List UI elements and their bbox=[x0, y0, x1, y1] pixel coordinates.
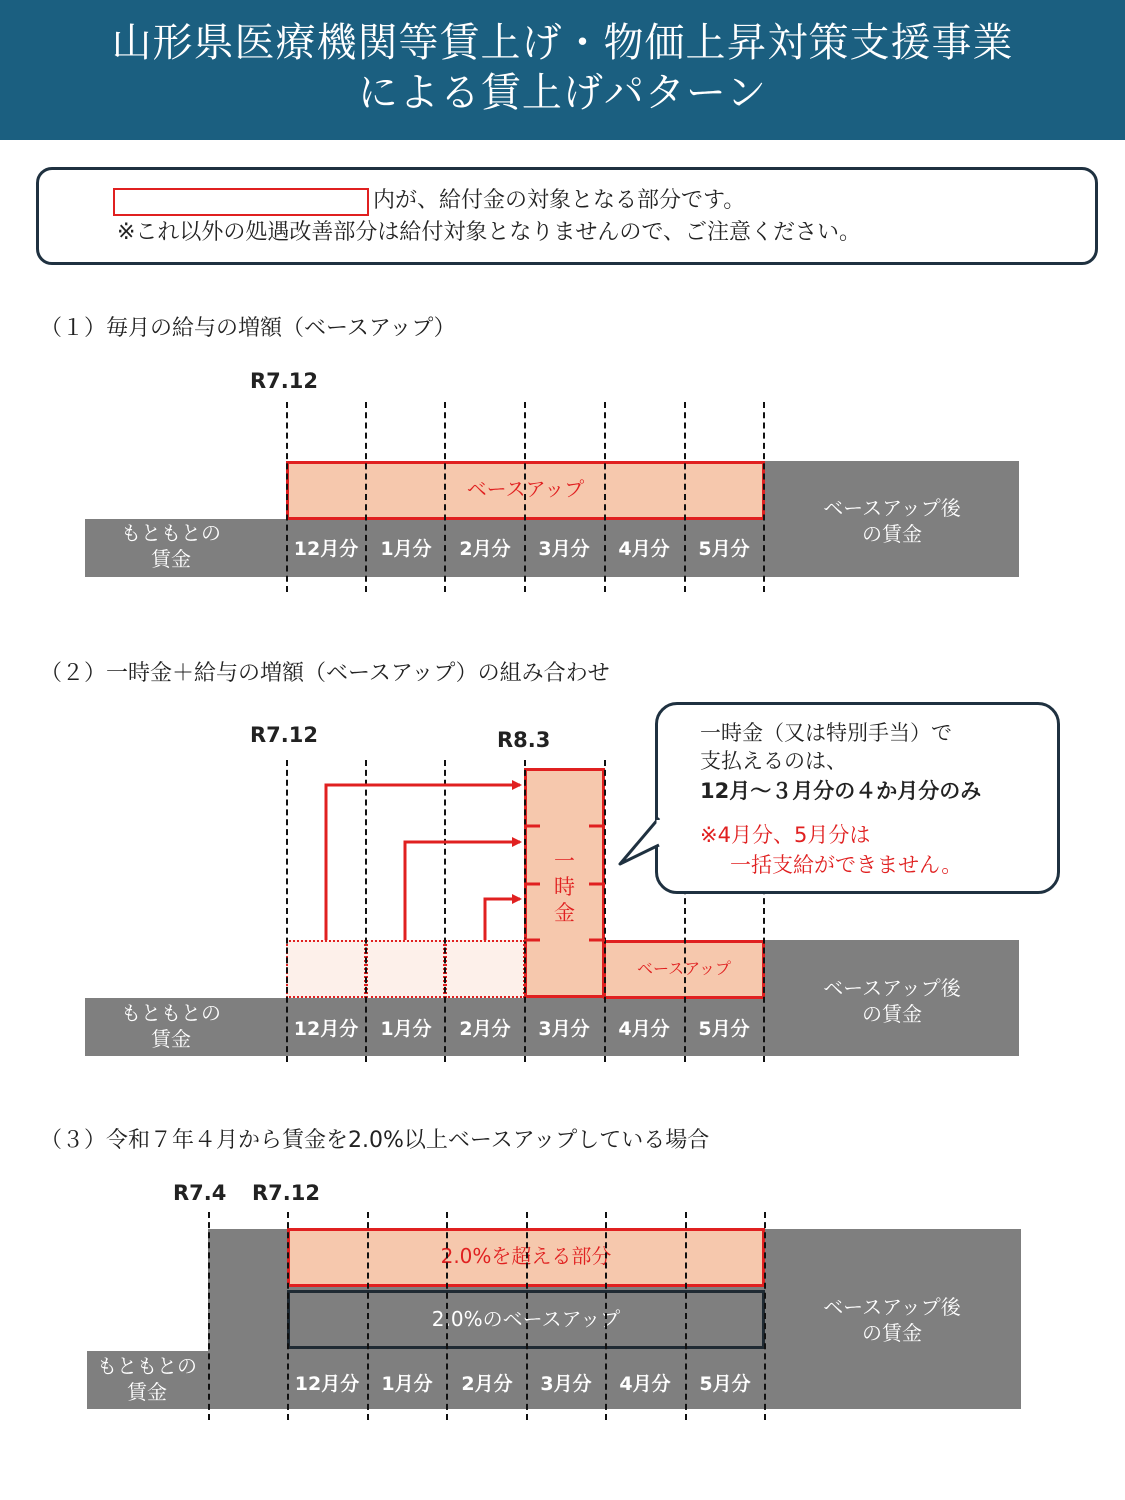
s3-divider bbox=[446, 1212, 448, 1420]
s3-month-4: 4月分 bbox=[619, 1373, 671, 1395]
section3-base-label: 2.0%のベースアップ bbox=[431, 1307, 621, 1331]
bubble-line2: 支払えるのは、 bbox=[700, 749, 847, 773]
s3-divider bbox=[287, 1212, 289, 1420]
s1-month-3: 3月分 bbox=[538, 538, 590, 560]
section1-date-label: R7.12 bbox=[250, 369, 318, 393]
section1-base-up-label: ベースアップ bbox=[466, 477, 585, 501]
s2-month-1: 1月分 bbox=[380, 1018, 432, 1040]
s2-month-3: 3月分 bbox=[538, 1018, 590, 1040]
s3-month-2: 2月分 bbox=[461, 1373, 513, 1395]
bubble-line5: 一括支給ができません。 bbox=[730, 853, 963, 877]
section1-original-wage-label: もともとの 賃金 bbox=[121, 521, 221, 571]
s3-month-5: 5月分 bbox=[699, 1373, 751, 1395]
bubble-line3: 12月～３月分の４か月分のみ bbox=[700, 779, 982, 803]
section3-after-wage-label: ベースアップ後 の賃金 bbox=[823, 1295, 961, 1345]
s2-month-12: 12月分 bbox=[293, 1018, 359, 1040]
section2-lump-sum-label: 一 時 金 bbox=[554, 849, 575, 925]
section3-date-a: R7.4 bbox=[173, 1181, 227, 1205]
bubble-line1: 一時金（又は特別手当）で bbox=[700, 721, 952, 745]
section1-after-wage-label: ベースアップ後 の賃金 bbox=[823, 496, 961, 546]
s3-divider bbox=[764, 1212, 766, 1420]
page-title-line2: による賃上げパターン bbox=[357, 70, 768, 116]
s2-month-2: 2月分 bbox=[459, 1018, 511, 1040]
s1-month-12: 12月分 bbox=[293, 538, 359, 560]
notice-line1: 内が、給付金の対象となる部分です。 bbox=[373, 188, 746, 213]
s3-month-3: 3月分 bbox=[540, 1373, 592, 1395]
section2-base-up-label: ベースアップ bbox=[636, 959, 732, 978]
s3-month-1: 1月分 bbox=[381, 1373, 433, 1395]
section2-date-lump: R8.3 bbox=[497, 728, 551, 752]
s1-month-1: 1月分 bbox=[380, 538, 432, 560]
section3-title: （３）令和７年４月から賃金を2.0%以上ベースアップしている場合 bbox=[40, 1128, 710, 1153]
s1-month-5: 5月分 bbox=[698, 538, 750, 560]
page-title-line1: 山形県医療機関等賃上げ・物価上昇対策支援事業 bbox=[111, 20, 1014, 66]
section1-title: （１）毎月の給与の増額（ベースアップ） bbox=[40, 316, 456, 341]
section2-original-wage-label: もともとの 賃金 bbox=[121, 1001, 221, 1051]
s2-month-5: 5月分 bbox=[698, 1018, 750, 1040]
notice-line2: ※これ以外の処遇改善部分は給付対象となりませんので、ご注意ください。 bbox=[117, 220, 861, 245]
section3-date-b: R7.12 bbox=[252, 1181, 320, 1205]
s1-month-4: 4月分 bbox=[618, 538, 670, 560]
s2-month-4: 4月分 bbox=[618, 1018, 670, 1040]
section2-date-start: R7.12 bbox=[250, 723, 318, 747]
s3-divider bbox=[208, 1212, 210, 1420]
s3-divider bbox=[605, 1212, 607, 1420]
section3-original-wage-label: もともとの 賃金 bbox=[97, 1354, 197, 1404]
section2-title: （２）一時金＋給与の増額（ベースアップ）の組み合わせ bbox=[40, 661, 610, 686]
s3-month-12: 12月分 bbox=[294, 1373, 360, 1395]
s1-month-2: 2月分 bbox=[459, 538, 511, 560]
section2-after-wage-label: ベースアップ後 の賃金 bbox=[823, 976, 961, 1026]
s3-divider bbox=[685, 1212, 687, 1420]
s3-divider bbox=[526, 1212, 528, 1420]
bubble-line4: ※4月分、5月分は bbox=[700, 823, 871, 847]
s3-divider bbox=[367, 1212, 369, 1420]
section3-excess-label: 2.0%を超える部分 bbox=[440, 1244, 612, 1268]
